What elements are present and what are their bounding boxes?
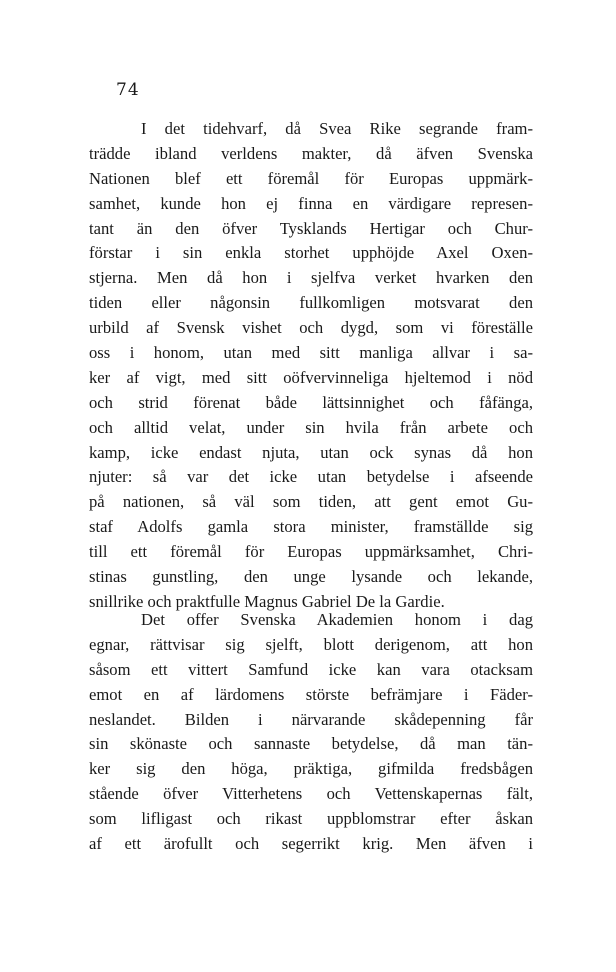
text-line: såsom ett vittert Samfund icke kan vara otacksam <box>89 659 533 679</box>
text-line: snillrike och praktfulle Magnus Gabriel De la Gardie. <box>89 591 445 611</box>
text-line: samhet, kunde hon ej finna en värdigare represen- <box>89 193 533 213</box>
text-line: egnar, rättvisar sig sjelft, blott derigenom, att hon <box>89 634 533 654</box>
text-line: ker sig den höga, präktiga, gifmilda fredsbågen <box>89 759 533 779</box>
text-line: som lifligast och rikast uppblomstrar efter åskan <box>89 809 533 829</box>
text-line: kamp, icke endast njuta, utan ock synas då hon <box>89 442 533 462</box>
text-line: Det offer Svenska Akademien honom i dag <box>141 610 533 629</box>
text-line: förstar i sin enkla storhet upphöjde Axel Oxen- <box>89 243 533 263</box>
text-line: njuter: så var det icke utan betydelse i afseende <box>89 467 533 487</box>
text-line: sin skönaste och sannaste betydelse, då man tän- <box>89 734 533 754</box>
text-line: stjerna. Men då hon i sjelfva verket hvarken den <box>89 268 533 288</box>
paragraph-2 <box>89 608 533 857</box>
text-line: oss i honom, utan med sitt manliga allvar i sa- <box>89 343 533 363</box>
text-line: I det tidehvarf, då Svea Rike segrande fram- <box>141 119 533 138</box>
text-line: och alltid velat, under sin hvila från arbete och <box>89 417 533 437</box>
text-line: emot en af lärdomens störste befrämjare i Fäder- <box>89 684 533 704</box>
text-line: neslandet. Bilden i närvarande skådepenning får <box>89 709 533 729</box>
text-line: stående öfver Vitterhetens och Vettenskapernas fält, <box>89 784 533 804</box>
text-line: trädde ibland verldens makter, då äfven Svenska <box>89 143 533 163</box>
text-line: till ett föremål för Europas uppmärksamhet, Chri- <box>89 542 533 562</box>
text-line: på nationen, så väl som tiden, att gent emot Gu- <box>89 492 533 512</box>
page-number: 74 <box>116 80 140 100</box>
text-line: tant än den öfver Tysklands Hertigar och Chur- <box>89 218 533 238</box>
text-line: tiden eller någonsin fullkomligen motsvarat den <box>89 293 533 313</box>
text-line: urbild af Svensk vishet och dygd, som vi föreställe <box>89 318 533 338</box>
text-line: af ett ärofullt och segerrikt krig. Men äfven i <box>89 834 533 854</box>
paragraph-1 <box>89 117 533 615</box>
text-line: Nationen blef ett föremål för Europas uppmärk- <box>89 168 533 188</box>
text-line: stinas gunstling, den unge lysande och lekande, <box>89 567 533 587</box>
text-line: ker af vigt, med sitt oöfvervinneliga hjeltemod i nöd <box>89 367 533 387</box>
text-line: staf Adolfs gamla stora minister, framställde sig <box>89 517 533 537</box>
text-line: och strid förenat både lättsinnighet och fåfänga, <box>89 392 533 412</box>
